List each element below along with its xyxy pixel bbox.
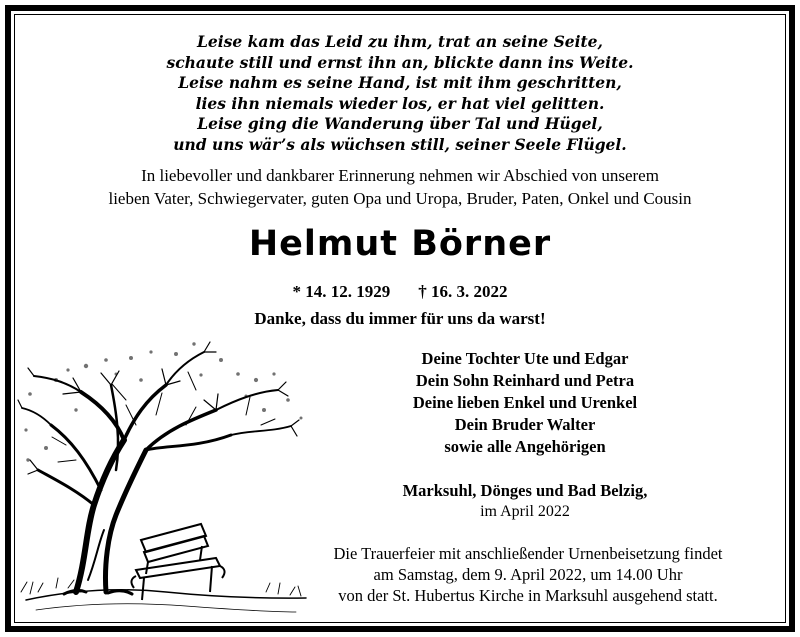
poem-line: Leise nahm es seine Hand, ist mit ihm geschritten, [178, 73, 622, 93]
poem [150, 32, 650, 156]
deceased-name: Helmut Börner [248, 224, 552, 264]
poem-line: schaute still und ernst ihn an, blickte dann ins Weite. [166, 52, 634, 72]
service-line: Die Trauerfeier mit anschließender Urnenbeisetzung findet [333, 544, 723, 563]
birth-date: * 14. 12. 1929 [292, 282, 391, 301]
death-date: † 16. 3. 2022 [418, 282, 508, 301]
service-line: am Samstag, dem 9. April 2022, um 14.00 Uhr [373, 565, 683, 584]
service-line: von der St. Hubertus Kirche in Marksuhl ausgehend statt. [338, 586, 718, 605]
intro-text [40, 164, 760, 210]
family-line: sowie alle Angehörigen [444, 437, 606, 456]
poem-line: lies ihn niemals wieder los, er hat viel gelitten. [195, 93, 605, 113]
poem-line: Leise ging die Wanderung über Tal und Hügel, [197, 114, 603, 134]
family-line: Deine lieben Enkel und Urenkel [412, 393, 638, 412]
service-info [268, 543, 788, 606]
poem-line: Leise kam das Leid zu ihm, trat an seine Seite, [197, 32, 603, 51]
intro-line: In liebevoller und dankbarer Erinnerung nehmen wir Abschied von unserem [141, 166, 659, 185]
life-dates [200, 282, 600, 302]
thanks-line: Danke, dass du immer für uns da warst! [254, 309, 546, 328]
family-list [370, 348, 680, 458]
family-line: Deine Tochter Ute und Edgar [421, 349, 629, 368]
family-line: Dein Bruder Walter [454, 415, 596, 434]
place-date: im April 2022 [480, 503, 570, 520]
place-line: Marksuhl, Dönges und Bad Belzig, [402, 481, 648, 500]
poem-line: und uns wär’s als wüchsen still, seiner Seele Flügel. [173, 134, 627, 154]
family-line: Dein Sohn Reinhard und Petra [415, 371, 635, 390]
intro-line: lieben Vater, Schwiegervater, guten Opa und Uropa, Bruder, Paten, Onkel und Cousin [108, 189, 692, 208]
